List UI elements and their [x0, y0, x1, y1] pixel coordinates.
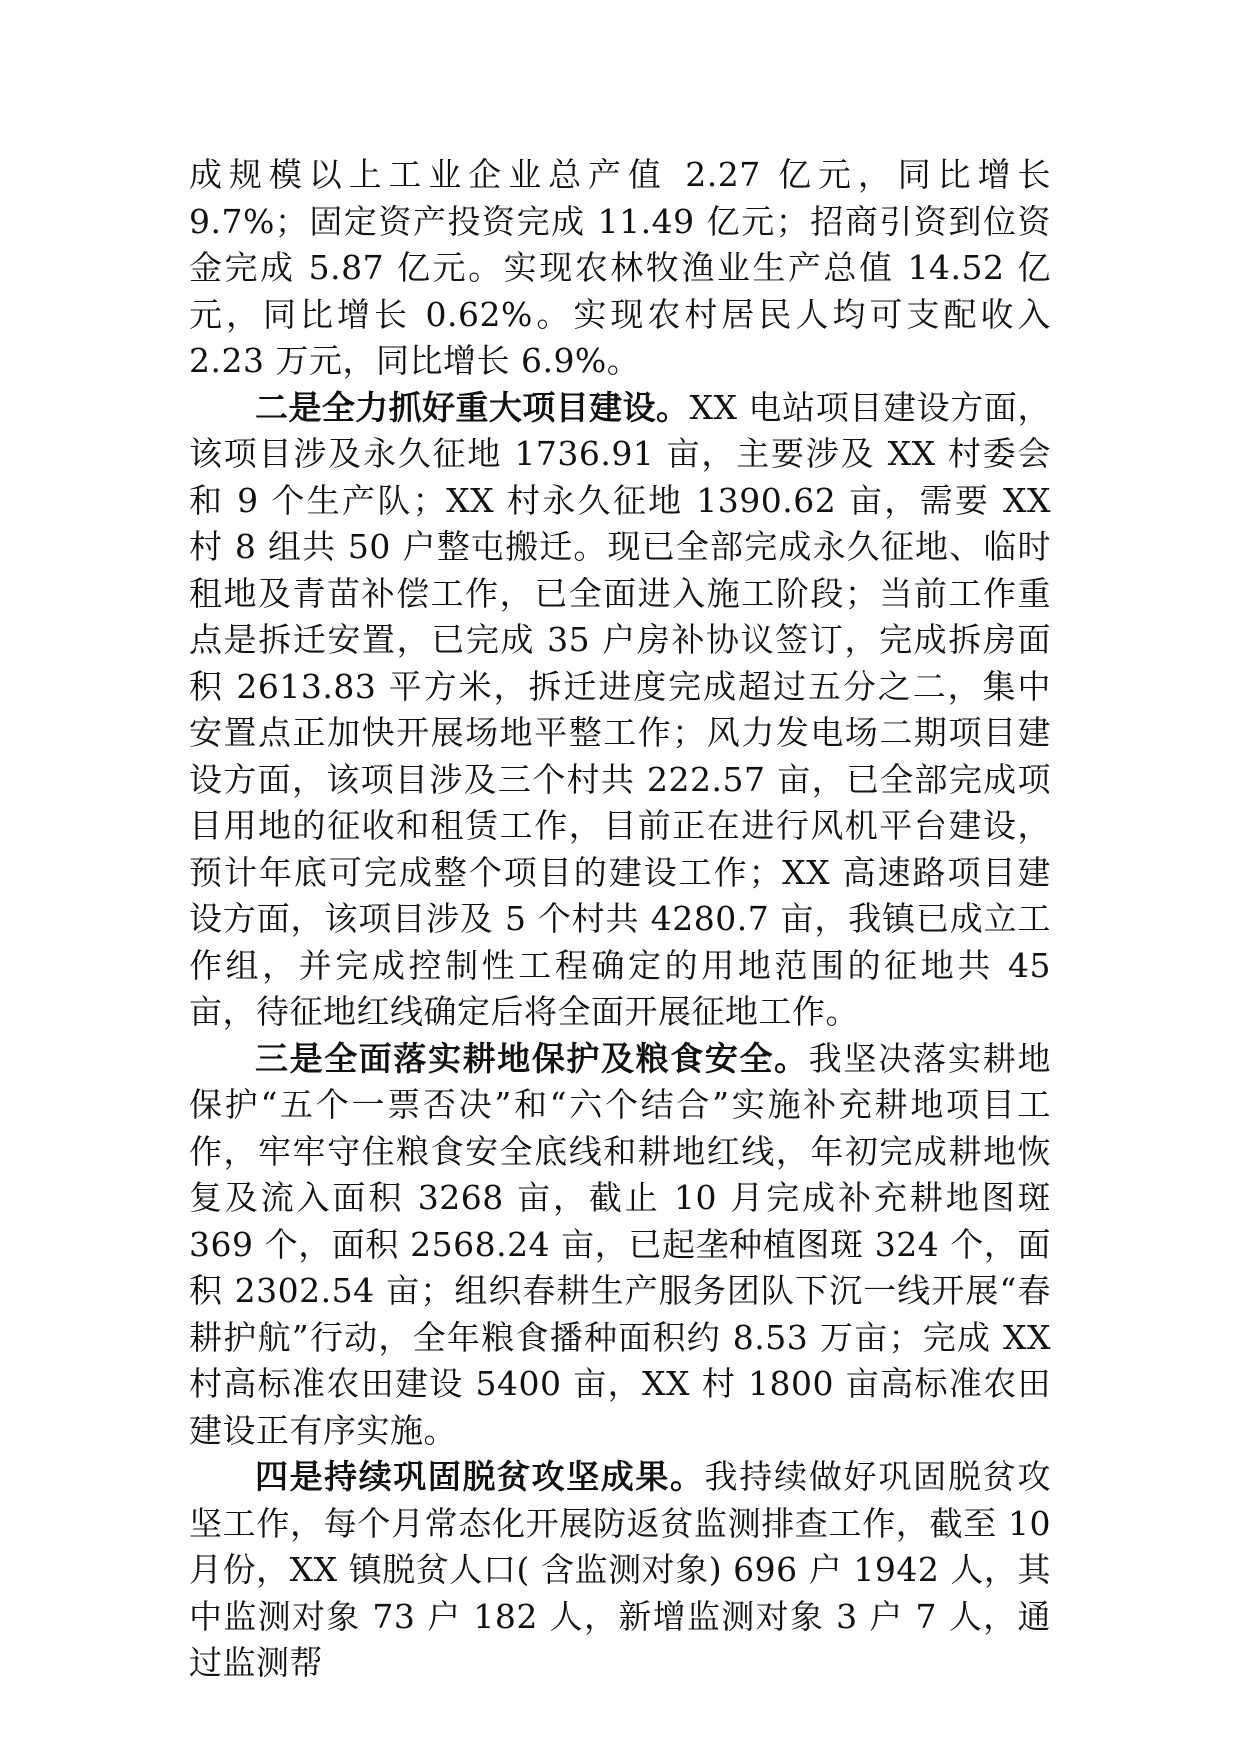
- paragraph-text: XX 电站项目建设方面，该项目涉及永久征地 1736.91 亩，主要涉及 XX 村委会和 9 个生产队；XX 村永久征地 1390.62 亩，需要 XX 村 8 组共 50 户整屯搬迁。现已全部完成永久征地、临时租地及青苗补偿工作，已全面进入施工阶段；当前工作重点是拆迁安置，已完成 35 户房补协议签订，完成拆房面积 2613.83 平方米，拆迁进度完成超过五分之二，集中安置点正加快开展场地平整工作；风力发电场二期项目建设方面，该项目涉及三个村共 222.57 亩，已全部完成项目用地的征收和租赁工作，目前正在进行风机平台建设，预计年底可完成整个项目的建设工作；XX 高速路项目建设方面，该项目涉及 5 个村共 4280.7 亩，我镇已成立工作组，并完成控制性工程确定的用地范围的征地共 45 亩，待征地红线确定后将全面开展征地工作。: [189, 387, 1051, 1031]
- paragraph-economic-stats: [189, 152, 1051, 385]
- paragraph-heading: 四是持续巩固脱贫攻坚成果。: [255, 1457, 705, 1496]
- document-body: [189, 152, 1051, 1687]
- paragraph-farmland-protection: [189, 1036, 1051, 1455]
- paragraph-heading: 三是全面落实耕地保护及粮食安全。: [255, 1038, 809, 1078]
- paragraph-text: 我坚决落实耕地保护“五个一票否决”和“六个结合”实施补充耕地项目工作，牢牢守住粮食安全底线和耕地红线，年初完成耕地恢复及流入面积 3268 亩，截止 10 月完成补充耕地图斑 369 个，面积 2568.24 亩，已起垄种植图斑 324 个，面积 2302.54 亩；组织春耕生产服务团队下沉一线开展“春耕护航”行动，全年粮食播种面积约 8.53 万亩；完成 XX 村高标准农田建设 5400 亩，XX 村 1800 亩高标准农田建设正有序实施。: [189, 1038, 1051, 1450]
- paragraph-major-projects: [189, 385, 1051, 1036]
- paragraph-text: 我持续做好巩固脱贫攻坚工作，每个月常态化开展防返贫监测排查工作，截至 10 月份，XX 镇脱贫人口( 含监测对象) 696 户 1942 人，其中监测对象 73 户 182 人，新增监测对象 3 户 7 人，通过监测帮: [189, 1457, 1052, 1682]
- paragraph-heading: 二是全力抓好重大项目建设。: [255, 387, 690, 427]
- paragraph-poverty-alleviation: [189, 1454, 1051, 1687]
- paragraph-text: 成规模以上工业企业总产值 2.27 亿元，同比增长 9.7%；固定资产投资完成 11.49 亿元；招商引资到位资金完成 5.87 亿元。实现农林牧渔业生产总值 14.52 亿元，同比增长 0.62%。实现农村居民人均可支配收入 2.23 万元，同比增长 6.9%。: [189, 155, 1051, 380]
